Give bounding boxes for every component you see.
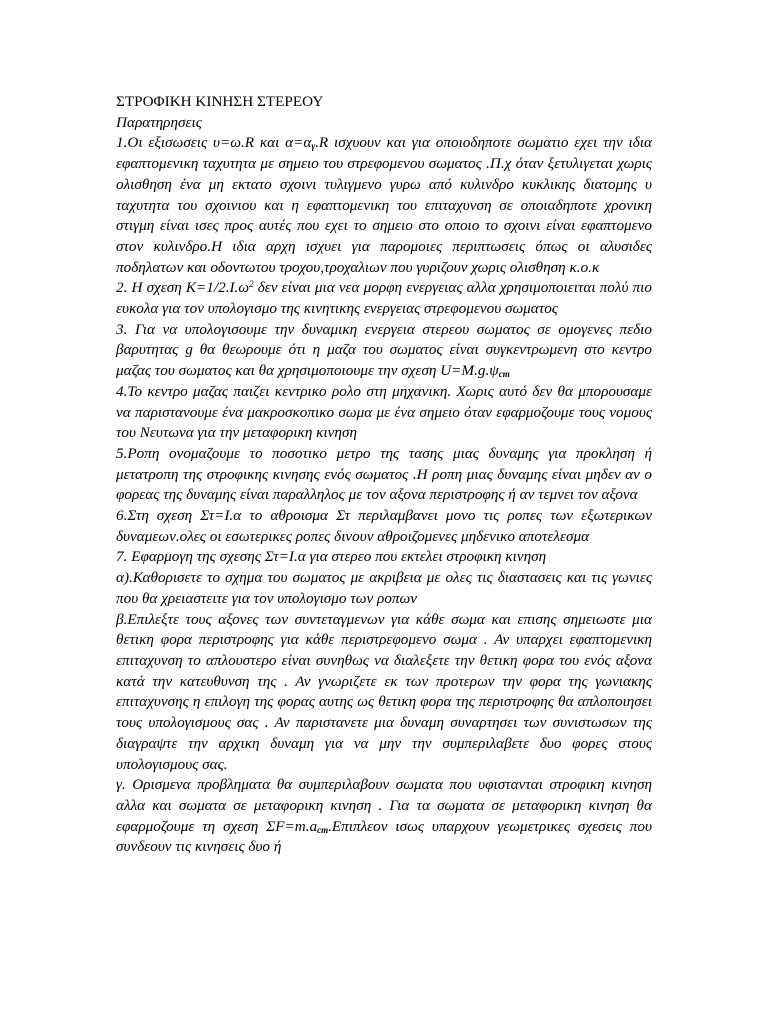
paragraph-2	[116, 278, 652, 319]
paragraph-1-subscript: γ	[311, 141, 316, 152]
paragraph-7a: α).Καθορισετε το σχημα του σωματος με ακριβεια με ολες τις διαστασεις και τις γωνιες που θα χρειαστειτε για τον υπολογισμο των ροπων	[116, 569, 652, 607]
paragraph-7c	[116, 775, 652, 858]
paragraph-7c-start: γ. Ορισμενα προβληματα θα συμπεριλαβουν σωματα που υφιστανται στροφικη κινηση αλλα και σωματα σε μεταφορικη κινηση . Για τα σωματα σε μεταφορικη κινηση θα εφαρμοζουμε τη σχεση ΣF=m.a	[116, 776, 652, 835]
paragraph-1-start: 1.Οι εξισωσεις υ=ω.R και α=α	[116, 134, 312, 152]
paragraph-7c-end: .Επιπλεον ισως υπαρχουν γεωμετρικες σχεσεις που συνδεουν τις κινησεις δυο ή	[116, 817, 652, 856]
paragraph-2-end: δεν είναι μια νεα μορφη ενεργειας αλλα χρησιμοποιειται πολύ πιο ευκολα για τον υπολογισμο της κινητικης ενεργειας στρεφομενου σωματος	[116, 279, 652, 318]
document-page	[116, 92, 652, 858]
paragraph-4: 4.Το κεντρο μαζας παιζει κεντρικο ρολο στη μηχανικη. Χωρις αυτό δεν θα μπορουσαμε να παριστανουμε ένα μακροσκοπικο σωμα με ένα σημειο όταν εφαρμοζουμε τους νομους του Νευτωνα για την μεταφορικη κινηση	[116, 382, 652, 442]
paragraph-5: 5.Ροπη ονομαζουμε το ποσοτικο μετρο της τασης μιας δυναμης για προκληση ή μετατροπη της στροφικης κινησης ενός σωματος .Η ροπη μιας δυναμης είναι μηδεν αν ο φορεας της δυναμης είναι παραλληλος με τον αξονα περιστροφης ή αν τεμνει τον αξονα	[116, 444, 652, 504]
paragraph-7b: β.Επιλεξτε τους αξονες των συντεταγμενων για κάθε σωμα και επισης σημειωστε μια θετικη φορα περιστροφης για κάθε περιστρεφομενο σωμα . Αν υπαρχει εφαπτομενικη επιταχυνση το απλουστερο είναι συνηθως να διαλεξετε την θετικη φορα του ενός αξονα κατά την κατευθυνση της . Αν γνωριζετε εκ των προτερων την φορα της γωνιακης επιταχυνσης η επιλογη της φορας αυτης ως θετικη φορα της περιστροφης θα απλοποιησει τους υπολογισμους σας . Αν παριστανετε μια δυναμη συναρτησει των συνιστωσων της διαγραψτε την αρχικη δυναμη για να μην την συμπεριλαβετε δυο φορες στους υπολογισμους σας.	[116, 610, 652, 773]
paragraph-1-end: .R ισχυουν και για οποιοδηποτε σωματιο εχει την ιδια εφαπτομενικη ταχυτητα με σημειο του στρεφομενου σωματος .Π.χ όταν ξετυλιγεται χωρις ολισθηση ένα μη εκτατο σχοινι τυλιγμενο γυρω από κυλινδρο κυκλικης διατομης υ ταχυτητα του σχοινιου και η εφαπτομενικη του επιταχυνση σε οποιαδηποτε χρονικη στιγμη είναι ισες προς αυτές που εχει το σημειο στο οποιο το σχοινι είναι εφαπτομενο στον κυλινδρο.Η ιδια αρχη ισχυει για παρομοιες περιπτωσεις όπως οι αλυσιδες ποδηλατων και οδοντωτου τροχου,τροχαλιων που γυριζουν χωρις ολισθηση κ.ο.κ	[116, 134, 653, 276]
paragraph-3-start: 3. Για να υπολογισουμε την δυναμικη ενεργεια στερεου σωματος σε ομογενες πεδιο βαρυτητας g θα θεωρουμε ότι η μαζα του σωματος είναι συγκεντρωμενη στο κεντρο μαζας του σωματος και θα χρησιμοποιουμε την σχεση U=M.g.ψ	[116, 320, 652, 380]
document-title: ΣΤΡΟΦΙΚΗ ΚΙΝΗΣΗ ΣΤΕΡΕΟΥ	[116, 93, 324, 110]
paragraph-6: 6.Στη σχεση Στ=Ι.α το αθροισμα Στ περιλαμβανει μονο τις ροπες των εξωτερικων δυναμεων.ολες οι εσωτερικες ροπες δινουν αθροιζομενες μηδενικο αποτελεσμα	[116, 507, 652, 545]
document-subtitle: Παρατηρησεις	[116, 113, 202, 131]
paragraph-7c-subscript: cm	[317, 824, 329, 835]
paragraph-3	[116, 320, 652, 382]
paragraph-2-start: 2. Η σχεση Κ=1/2.Ι.ω	[116, 279, 250, 297]
paragraph-7: 7. Εφαρμογη της σχεσης Στ=Ι.α για στερεο που εκτελει στροφικη κινηση	[116, 548, 547, 566]
paragraph-3-subscript: cm	[498, 369, 510, 380]
paragraph-1	[116, 133, 652, 278]
paragraph-2-superscript: 2	[249, 279, 254, 290]
